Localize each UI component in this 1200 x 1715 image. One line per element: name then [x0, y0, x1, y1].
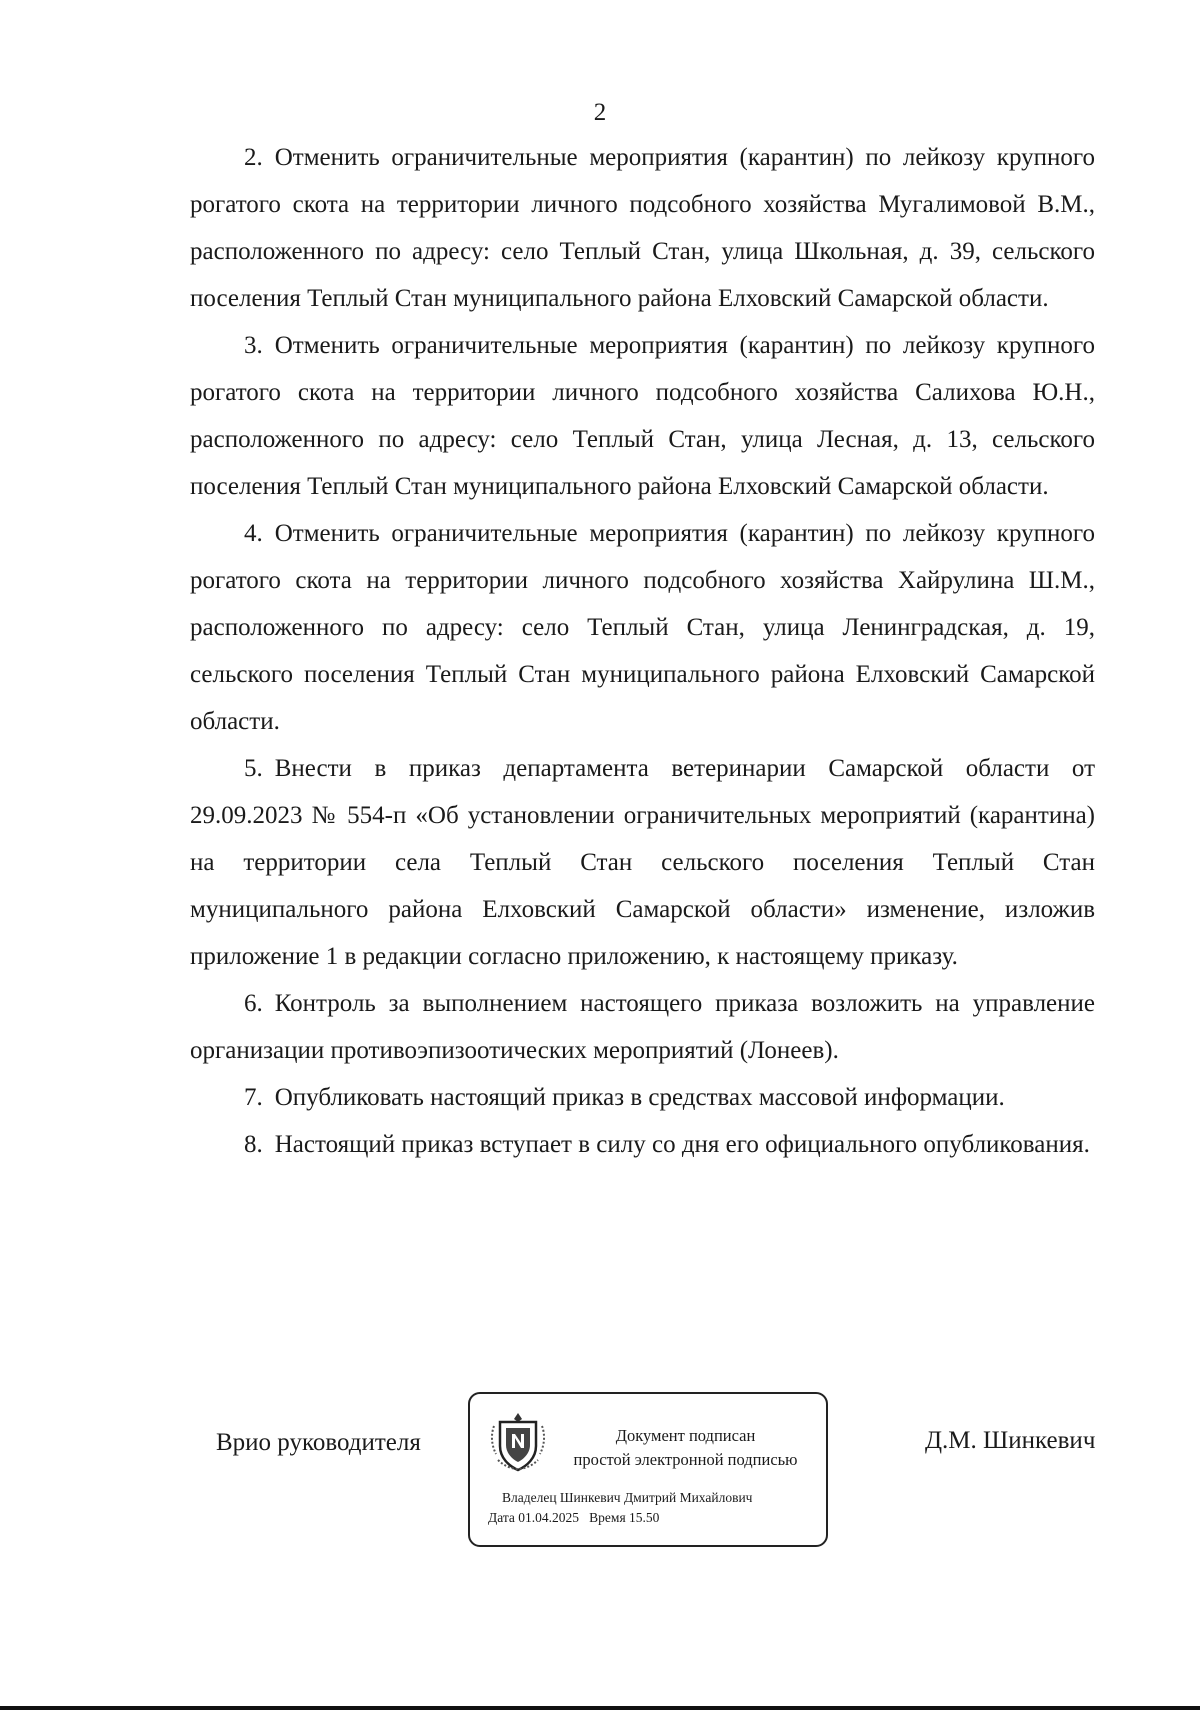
paragraph-5	[190, 745, 1095, 980]
document-body	[190, 134, 1095, 1168]
paragraph-text: Контроль за выполнением настоящего приказа возложить на управление организации противоэпизоотических мероприятий (Лонеев).	[190, 990, 1095, 1064]
scan-edge-line	[0, 1706, 1200, 1710]
paragraph-number: 8.	[244, 1131, 263, 1158]
paragraph-text: Внести в приказ департамента ветеринарии Самарской области от 29.09.2023 № 554-п «Об установлении ограничительных мероприятий (карантина) на территории села Теплый Стан сельского поселения Теплый Стан муниципального района Елховский Самарской области» изменение, изложив приложение 1 в редакции согласно приложению, к настоящему приказу.	[190, 755, 1095, 970]
paragraph-6	[190, 980, 1095, 1074]
signer-name: Д.М. Шинкевич	[925, 1427, 1096, 1454]
paragraph-number: 6.	[244, 990, 263, 1017]
paragraph-number: 3.	[244, 332, 263, 359]
page-number: 2	[593, 99, 607, 126]
signer-position: Врио руководителя	[216, 1429, 421, 1456]
paragraph-number: 4.	[244, 520, 263, 547]
paragraph-number: 5.	[244, 755, 263, 782]
paragraph-text: Опубликовать настоящий приказ в средствах массовой информации.	[274, 1084, 1005, 1111]
paragraph-text: Отменить ограничительные мероприятия (карантин) по лейкозу крупного рогатого скота на территории личного подсобного хозяйства Хайрулина Ш.М., расположенного по адресу: село Теплый Стан, улица Ленинградская, д. 19, сельского поселения Теплый Стан муниципального района Елховский Самарской области.	[190, 520, 1095, 735]
coat-of-arms-icon	[486, 1410, 550, 1474]
paragraph-2	[190, 134, 1095, 322]
paragraph-3	[190, 322, 1095, 510]
paragraph-text: Настоящий приказ вступает в силу со дня его официального опубликования.	[274, 1131, 1090, 1158]
stamp-datetime	[488, 1508, 818, 1528]
stamp-title-line-1: Документ подписан	[615, 1426, 756, 1445]
stamp-title	[558, 1424, 813, 1472]
paragraph-4	[190, 510, 1095, 745]
paragraph-text: Отменить ограничительные мероприятия (карантин) по лейкозу крупного рогатого скота на территории личного подсобного хозяйства Салихова Ю.Н., расположенного по адресу: село Теплый Стан, улица Лесная, д. 13, сельского поселения Теплый Стан муниципального района Елховский Самарской области.	[190, 332, 1095, 500]
stamp-date: Дата 01.04.2025	[488, 1510, 580, 1525]
paragraph-number: 2.	[244, 144, 263, 171]
electronic-signature-stamp	[468, 1392, 828, 1547]
stamp-title-line-2: простой электронной подписью	[573, 1450, 798, 1469]
paragraph-8	[190, 1121, 1095, 1168]
paragraph-number: 7.	[244, 1084, 263, 1111]
stamp-owner: Владелец Шинкевич Дмитрий Михайлович	[502, 1490, 753, 1505]
stamp-time: Время 15.50	[589, 1510, 660, 1525]
paragraph-7	[190, 1074, 1095, 1121]
stamp-details	[488, 1488, 818, 1528]
paragraph-text: Отменить ограничительные мероприятия (карантин) по лейкозу крупного рогатого скота на территории личного подсобного хозяйства Мугалимовой В.М., расположенного по адресу: село Теплый Стан, улица Школьная, д. 39, сельского поселения Теплый Стан муниципального района Елховский Самарской области.	[190, 144, 1095, 312]
